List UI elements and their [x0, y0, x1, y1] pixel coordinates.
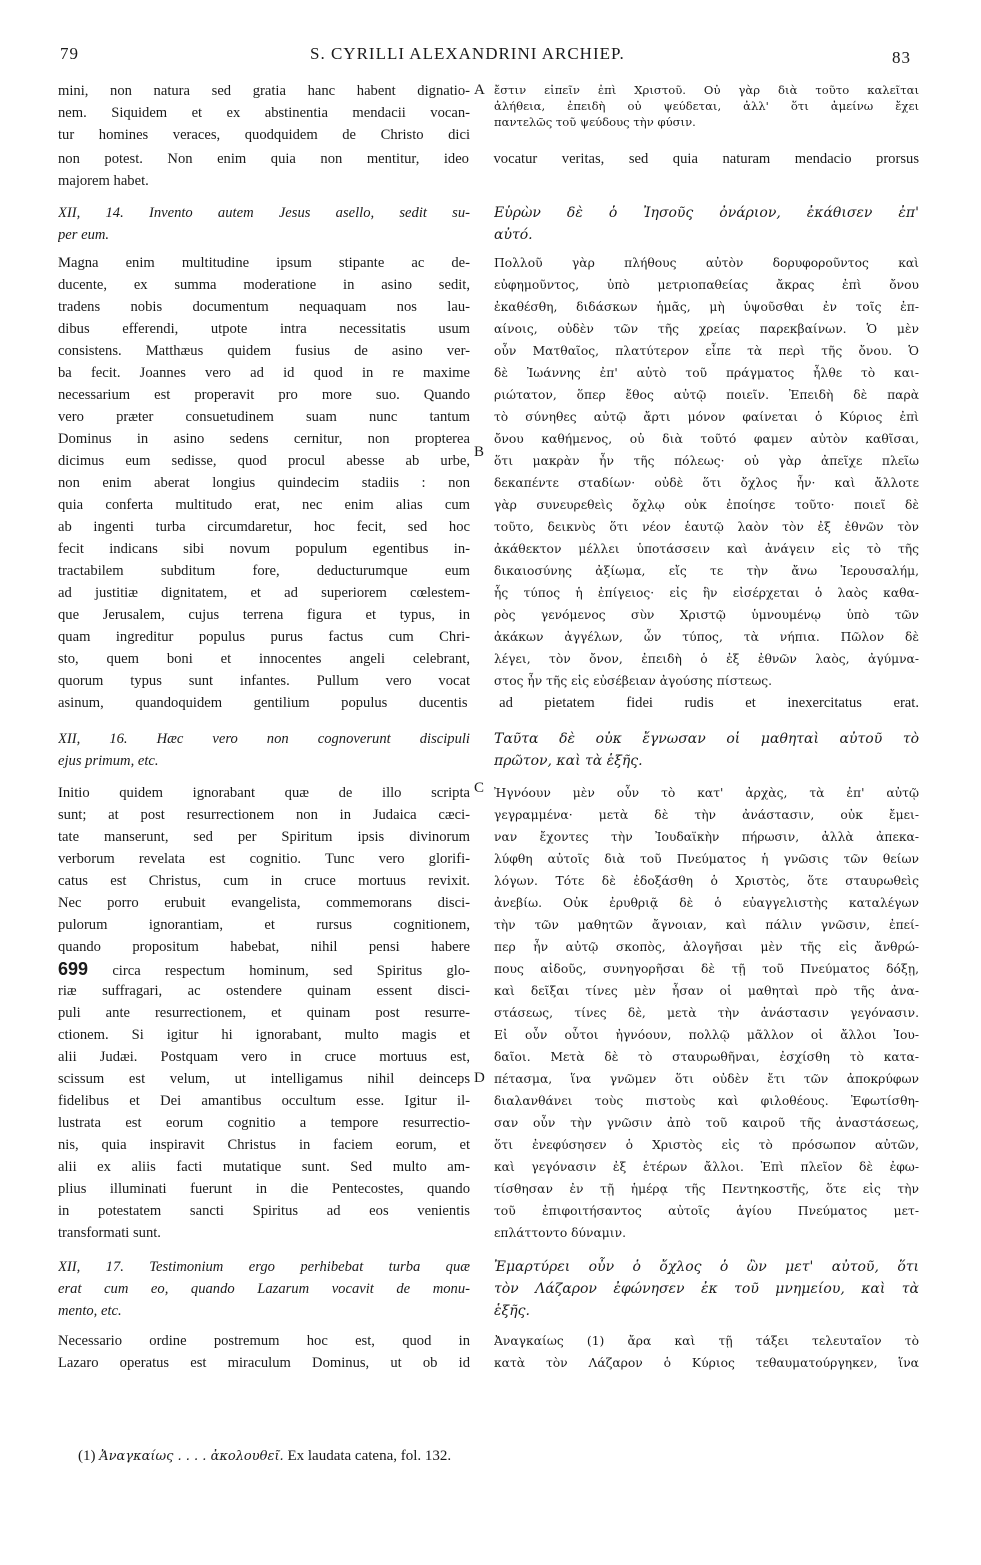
greek-line: λέγει, τὸν ὄνον, ἐπειδὴ ὁ ἐξ ἐθνῶν λαὸς, ἀγύμνα- [494, 652, 919, 666]
greek-column [494, 82, 919, 130]
greek-line: Εἰ οὖν οὗτοι ἠγνόουν, πολλῷ μᾶλλον οἱ ἄλλοι Ἰου- [494, 1028, 919, 1042]
latin-line: plius illuminati fuerunt in die Pentecostes, quando [58, 1181, 470, 1197]
greek-line: ἔστιν εἰπεῖν ἐπὶ Χριστοῦ. Οὐ γὰρ διὰ τοῦτο καλεῖται [494, 83, 919, 97]
greek-line: τίσθησαν ἐν τῇ ἡμέρᾳ τῆς Πεντηκοστῆς, ὅτε εἰς τὴν [494, 1182, 919, 1196]
latin-heading [58, 1256, 470, 1322]
latin-line: lustrata est eorum cognitio a tempore resurrectio- [58, 1115, 470, 1131]
footnote [78, 1448, 451, 1465]
latin-line: catus est Christus, cum in cruce mortuus revixit. [58, 873, 470, 889]
full-width-text [58, 692, 919, 714]
greek-line: αίνοις, οὐδὲν τῶν τῆς χρείας παρεκβαίνων. Ὁ μὲν [494, 322, 919, 336]
latin-line: Dominus in asino sedens cernitur, non propterea [58, 431, 470, 447]
latin-line: alii ex aliis facti mutatique sunt. Sed multo am- [58, 1159, 470, 1175]
latin-line: scissum est velum, ut intelligamus nihil deinceps [58, 1071, 470, 1087]
latin-line: ad justitiæ dignitatem, et ad superiorem cœlestem- [58, 585, 470, 601]
latin-line: non enim aberat longius quindecim stadiis : non [58, 475, 470, 491]
greek-line: ἀνεβίω. Οὐκ ἐρυθριᾷ δὲ ὁ εὐαγγελιστὴς καταλέγων [494, 896, 919, 910]
greek-line: δὲ Ἰωάννης ἐπ' αὐτὸ τοῦ πράγματος ἦλθε τὸ και- [494, 366, 919, 380]
greek-line: πέτασμα, ἵνα γνῶμεν ὅτι οὐδὲν ἔτι τῶν ἀποκρύφων [494, 1072, 919, 1086]
latin-line: ab ingenti turba circumdaretur, hoc fecit, sed hoc [58, 519, 470, 535]
greek-line: ρὸς γενόμενος σὺν Χριστῷ ὑμνουμένῳ ὑπὸ τῶν [494, 608, 919, 622]
greek-heading [494, 728, 919, 772]
latin-line: tate manserunt, sed per Spiritum ipsis divinorum [58, 829, 470, 845]
latin-column [58, 1330, 470, 1374]
greek-line: δικαιοσύνης ἀξίωμα, εἴς τε τὴν ἄνω Ἱερουσαλήμ, [494, 564, 919, 578]
greek-line: ἧς τύπος ἡ ἐπίγειος· εἰς ἣν εἰσέρχεται ὁ λαὸς καθα- [494, 586, 919, 600]
latin-line: consistens. Matthæus quidem fusius de asino ver- [58, 343, 470, 359]
greek-line: Ἠγνόουν μὲν οὖν τὸ κατ' ἀρχὰς, τὰ ἐπ' αὐτῷ [494, 786, 919, 800]
latin-line: sunt; at post resurrectionem non in Judaica cæci- [58, 807, 470, 823]
latin-line: fecit indicans sibi novum populum egentibus in- [58, 541, 470, 557]
greek-heading-line: Ἐμαρτύρει οὖν ὁ ὄχλος ὁ ὢν μετ' αὐτοῦ, ὅτι [494, 1259, 919, 1275]
greek-line: ἀκάκων ἀγγέλων, ὧν τύπος, τὰ νήπια. Πῶλον δὲ [494, 630, 919, 644]
latin-line: transformati sunt. [58, 1225, 161, 1241]
latin-line: dicimus eum sedisse, quod procul abesse ab urbe, [58, 453, 470, 469]
greek-line: παντελῶς τοῦ ψεύδους τὴν φύσιν. [494, 115, 696, 129]
latin-line: quia conferta multitudo erat, nec enim alias cum [58, 497, 470, 513]
greek-line: κατὰ τὸν Λάζαρον ὁ Κύριος τεθαυματούργηκεν, ἵνα [494, 1356, 919, 1370]
greek-line: Ἀναγκαίως (1) ἄρα καὶ τῇ τάξει τελευταῖον τὸ [494, 1334, 919, 1348]
margin-number-699: 699 [58, 959, 89, 979]
greek-line: διαλανθάνει τοὺς πιστοὺς καὶ φιλοθέους. Ἐφωτίσθη- [494, 1094, 919, 1108]
latin-line: verborum revelata est cognitio. Tunc vero glorifi- [58, 851, 470, 867]
greek-heading-line: Ταῦτα δὲ οὐκ ἔγνωσαν οἱ μαθηταὶ αὐτοῦ τὸ [494, 731, 919, 747]
latin-line: que Jerusalem, cujus terrena figura et typus, in [58, 607, 470, 623]
latin-heading-line: per eum. [58, 227, 110, 243]
greek-column [494, 1330, 919, 1374]
full-width-text [58, 148, 919, 192]
latin-line: tradens nobis documentum nequaquam nos lau- [58, 299, 470, 315]
latin-line: ducente, ex summa moderatione in asino sedit, [58, 277, 470, 293]
page-number-right: 83 [892, 48, 911, 67]
latin-column [58, 80, 470, 146]
greek-line: ἐκαθέσθη, διδάσκων ἡμᾶς, μὴ ὑψοῦσθαι ἐν τοῖς ἐπ- [494, 300, 919, 314]
latin-line: Necessario ordine postremum hoc est, quod in [58, 1333, 470, 1349]
greek-heading-line: τὸν Λάζαρον ἐφώνησεν ἐκ τοῦ μνημείου, καὶ τὰ [494, 1281, 919, 1297]
latin-line: puli ante resurrectionem, et quinam post resurre- [58, 1005, 470, 1021]
margin-marker-d: D [474, 1070, 485, 1086]
greek-line: τὴν τῶν μαθητῶν ἄγνοιαν, καὶ πάλιν γνῶσιν, ἐπεί- [494, 918, 919, 932]
latin-heading-line: XII, 14. Invento autem Jesus asello, sedit su- [58, 205, 470, 221]
margin-marker-b: B [474, 444, 485, 460]
greek-line: ἀκάθεκτον μέλλει ὑποτάσσειν καὶ ἀνάγειν εἰς τὸ τῆς [494, 542, 919, 556]
greek-column [494, 782, 919, 1244]
latin-line: quam ingreditur populus purus factus cum Chri- [58, 629, 470, 645]
latin-line: quorum typus sunt infantes. Pullum vero vocat [58, 673, 470, 689]
greek-line: στος ἦν τῆς εἰς εὐσέβειαν ἀγούσης πίστεως. [494, 674, 773, 688]
latin-column [58, 252, 470, 692]
greek-line: ριώτατον, ὅπερ ἔθος αὐτῷ ποιεῖν. Ἐπειδὴ δὲ παρὰ [494, 388, 919, 402]
greek-line: δαῖοι. Μετὰ δὲ τὸ σταυρωθῆναι, ἐσχίσθη τὸ κατα- [494, 1050, 919, 1064]
greek-line: λύφθη αὐτοῖς διὰ τοῦ Πνεύματος ἡ γνῶσις τῶν θείων [494, 852, 919, 866]
latin-line: ba fecit. Joannes vero ad id quod in re maxime [58, 365, 470, 381]
latin-line: tur homines veraces, quodquidem de Christo dici [58, 127, 470, 143]
latin-line: fidelibus et Dei amantibus occultum esse. Igitur il- [58, 1093, 470, 1109]
greek-line: ναν ἔχοντες τὴν Ἰουδαϊκὴν πήρωσιν, ἀλλὰ ἀπεκα- [494, 830, 919, 844]
latin-line: tractabilem subditum fore, deducturumque eum [58, 563, 470, 579]
margin-marker-a: A [474, 82, 485, 98]
latin-line-text: circa respectum hominum, sed Spiritus glo- [112, 963, 470, 979]
greek-heading [494, 202, 919, 246]
greek-line: καὶ δεῖξαι τίνες μὲν ἦσαν οἱ μαθηταὶ πρὸ τῆς ἀνα- [494, 984, 919, 998]
greek-column [494, 252, 919, 692]
latin-line: Lazaro operatus est miraculum Dominus, ut ob id [58, 1355, 470, 1371]
running-header [60, 44, 911, 66]
latin-heading-line: erat cum eo, quando Lazarum vocavit de monu- [58, 1281, 470, 1297]
full-line: majorem habet. [58, 173, 149, 189]
greek-heading-line: πρῶτον, καὶ τὰ ἑξῆς. [494, 753, 643, 769]
greek-line: Πολλοῦ γὰρ πλήθους αὐτὸν δορυφοροῦντος καὶ [494, 256, 919, 270]
latin-line: ctionem. Si igitur hi ignorabant, multo magis et [58, 1027, 470, 1043]
margin-marker-c: C [474, 780, 485, 796]
latin-line: Magna enim multitudine ipsum stipante ac de- [58, 255, 470, 271]
greek-line: στάσεως, τίνες δὲ, μετὰ τὴν ἀνάστασιν γεγόνασιν. [494, 1006, 919, 1020]
latin-line: Nec porro erubuit evangelista, commemorans disci- [58, 895, 470, 911]
full-line: non potest. Non enim quia non mentitur, ideo vocatur veritas, sed quia naturam mendacio prorsus [58, 151, 919, 167]
greek-line: οὖν Ματθαῖος, πλατύτερον εἶπε τὰ περὶ τῆς ὄνου. Ὁ [494, 344, 919, 358]
latin-heading [58, 202, 470, 246]
latin-line: alii Judæi. Postquam vero in cruce mortuus est, [58, 1049, 470, 1065]
greek-line: ὅτι μακρὰν ἦν τῆς πόλεως· οὐ γὰρ ἀπεῖχε πλεῖω [494, 454, 919, 468]
greek-heading [494, 1256, 919, 1322]
latin-line [58, 958, 470, 980]
greek-line: καὶ γεγόνασιν ἐξ ἑτέρων ἄλλοι. Ἐπὶ πλεῖον δὲ ἐφω- [494, 1160, 919, 1174]
greek-line: τοῦ ἐπιφοιτήσαντος αὐτοῖς ἁγίου Πνεύματος μετ- [494, 1204, 919, 1218]
latin-heading [58, 728, 470, 772]
latin-line: in potestatem sancti Spiritus ad eos venientis [58, 1203, 470, 1219]
greek-line: γὰρ συνευρεθεὶς ὄχλῳ οὐκ ἐποίησε τοῦτο· ποιεῖ δὲ [494, 498, 919, 512]
greek-line: εὐφημοῦντος, ὑπὸ μετριοπαθείας ἄκρας ἐπὶ ὄνου [494, 278, 919, 292]
latin-line: necessarium est properavit pro more suo. Quando [58, 387, 470, 403]
greek-heading-line: ἑξῆς. [494, 1303, 530, 1319]
latin-heading-line: XII, 17. Testimonium ergo perhibebat turba quæ [58, 1259, 470, 1275]
greek-line: σαν οὖν τὴν γνῶσιν ἀπὸ τοῦ καιροῦ τῆς ἀναστάσεως, [494, 1116, 919, 1130]
latin-line: nis, quia inspiravit Christus in faciem eorum, et [58, 1137, 470, 1153]
latin-heading-line: ejus primum, etc. [58, 753, 159, 769]
latin-line: sto, quem boni et innocentes angeli celebrant, [58, 651, 470, 667]
latin-line: quando propositum habebat, nihil pensi habere [58, 939, 470, 955]
running-title: S. CYRILLI ALEXANDRINI ARCHIEP. [310, 44, 625, 63]
latin-line: vero præter consuetudinem suam nunc tantum [58, 409, 470, 425]
latin-line: Initio quidem ignorabant quæ de illo scripta [58, 785, 470, 801]
footnote-greek: Ἀναγκαίως . . . . ἀκολουθεῖ. [99, 1449, 284, 1464]
greek-line: τοῦτο, δεικνὺς ὅτι νέον ἑαυτῷ λαὸν τὸν ἐξ ἐθνῶν τὸν [494, 520, 919, 534]
footnote-latin: Ex laudata catena, fol. 132. [287, 1448, 452, 1464]
greek-line: δεκαπέντε σταδίων· οὐδὲ ὅτι ὄχλος ἦν· καὶ ἄλλοτε [494, 476, 919, 490]
latin-line: riæ suffragari, ac ostendere quinam essent disci- [58, 983, 470, 999]
full-line: asinum, quandoquidem gentilium populus ducentis ad pietatem fidei rudis et inexercitatus erat. [58, 695, 919, 711]
greek-line: περ ἦν αὐτῷ σκοπὸς, ἀλογῆσαι μὲν τῆς εἰς ἄνθρώ- [494, 940, 919, 954]
greek-line: ὅτι ἐνεφύσησεν ὁ Χριστὸς εἰς τὸ πρόσωπον αὐτῶν, [494, 1138, 919, 1152]
greek-line: πους αἰδοῦς, συνηγορῆσαι δὲ τῇ τοῦ Πνεύματος δόξῃ, [494, 962, 919, 976]
latin-line: mini, non natura sed gratia hanc habent dignatio- [58, 83, 470, 99]
greek-line: ἀλήθεια, ἐπειδὴ οὐ ψεύδεται, ἀλλ' ὅτι ἀμείνω ἔχει [494, 99, 919, 113]
latin-line: dibus efferendi, utpote intra necessitatis usum [58, 321, 470, 337]
greek-line: τὸ σύνηθες αὐτῷ ἄρτι μόνον φαίνεται ὁ Κύριος ἐπὶ [494, 410, 919, 424]
greek-line: ὄνου καθήμενος, οὐ διὰ τοῦτό φαμεν αὐτὸν καθῖσαι, [494, 432, 919, 446]
greek-heading-line: αὐτό. [494, 227, 533, 243]
latin-line: nem. Siquidem et ex abstinentia mendacii vocan- [58, 105, 470, 121]
latin-heading-line: mento, etc. [58, 1303, 122, 1319]
greek-heading-line: Εὑρὼν δὲ ὁ Ἰησοῦς ὀνάριον, ἐκάθισεν ἐπ' [494, 205, 919, 221]
latin-column [58, 782, 470, 1244]
greek-line: γεγραμμένα· μετὰ δὲ τὴν ἀνάστασιν, οὐκ ἔμει- [494, 808, 919, 822]
greek-line: επλάττοντο δύναμιν. [494, 1226, 627, 1240]
footnote-number: (1) [78, 1448, 96, 1464]
latin-heading-line: XII, 16. Hæc vero non cognoverunt discipuli [58, 731, 470, 747]
greek-line: λόγων. Τότε δὲ ἐδοξάσθη ὁ Χριστὸς, ὅτε σταυρωθεὶς [494, 874, 919, 888]
latin-line: pulorum ignorantiam, et rursus cognitionem, [58, 917, 470, 933]
page-number-left: 79 [60, 44, 79, 63]
